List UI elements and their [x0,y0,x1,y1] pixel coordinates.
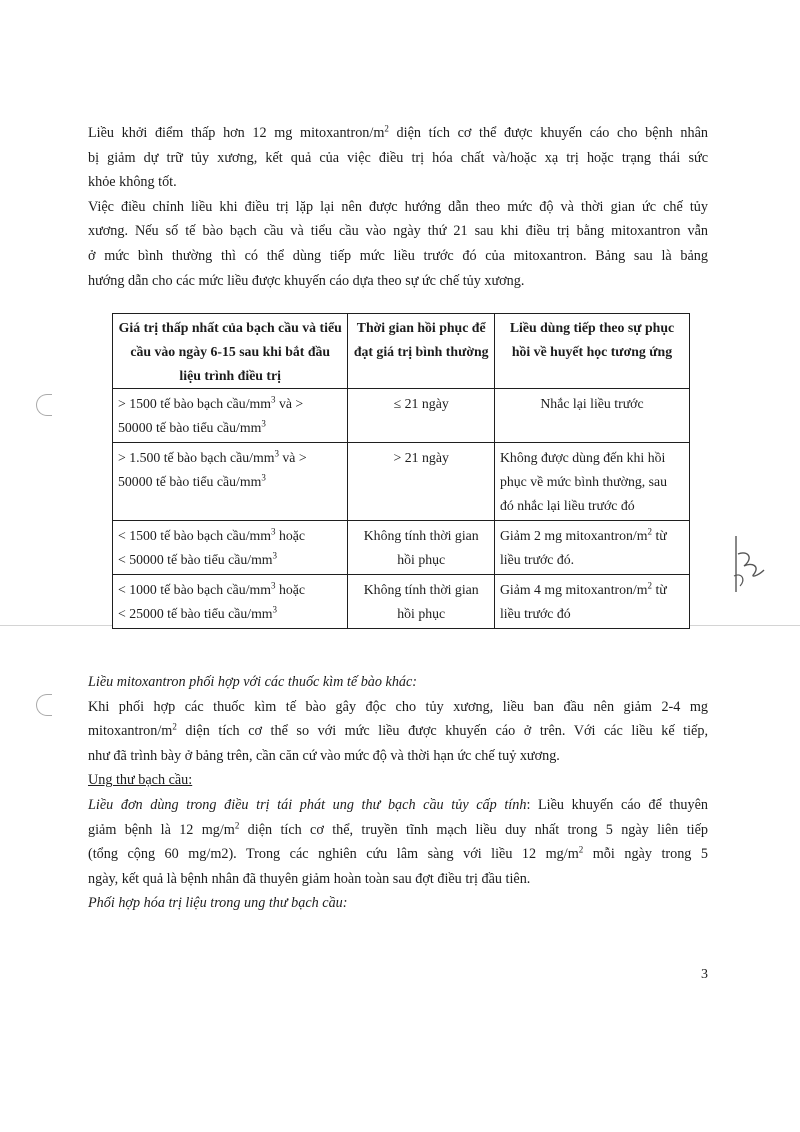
table-row [113,389,690,443]
table-cell: > 21 ngày [348,443,495,521]
section-heading: Phối hợp hóa trị liệu trong ung thư bạch cầu: [88,895,348,912]
paragraph-line: như đã trình bày ở bảng trên, cần căn cứ vào mức độ và thời hạn ức chế tuỷ xương. [88,747,560,764]
table-cell: < 1000 tế bào bạch cầu/$mm^3$ hoặc < 25000 tế bào tiểu cầu/$mm^3$ [113,575,348,629]
punch-hole-mark [36,394,52,416]
table-row [113,575,690,629]
page-number: 3 [701,967,708,982]
paragraph-line: Khi phối hợp các thuốc kìm tế bào gây độc cho tủy xương, liều ban đầu nên giảm 2-4 mg [88,698,708,715]
paragraph-line: khỏe không tốt. [88,174,177,191]
paragraph-line: bị giảm dự trữ tủy xương, kết quả của việc điều trị hóa chất và/hoặc xạ trị hoặc trạng thái sức [88,149,708,166]
table-cell: Nhắc lại liều trước [494,389,689,443]
intro-section [88,121,708,293]
table-cell: > 1.500 tế bào bạch cầu/$mm^3$ và > 50000 tế bào tiểu cầu/$mm^3$ [113,443,348,521]
section-heading: Liều mitoxantron phối hợp với các thuốc kìm tế bào khác: [88,674,418,690]
table-cell: Giảm 2 mg mitoxantron/$m^2$ từ liều trước đó. [494,521,689,575]
table-cell: ≤ 21 ngày [348,389,495,443]
paragraph-line: mitoxantron/$m^2$ diện tích cơ thể so với mức liều được khuyến cáo ở trên. Với các liều kế tiếp, [88,721,708,740]
table-cell: > 1500 tế bào bạch cầu/$mm^3$ và > 50000 tế bào tiểu cầu/$mm^3$ [113,389,348,443]
paragraph-line: Liều đơn dùng trong điều trị tái phát ung thư bạch cầu tủy cấp tính: Liều khuyến cáo để thuyên [88,796,708,813]
table-header-cell: Giá trị thấp nhất của bạch cầu và tiểu cầu vào ngày 6-15 sau khi bắt đầu liệu trình điều trị [113,314,348,389]
paragraph-line: (tổng cộng 60 mg/m2). Trong các nghiên cứu lâm sàng với liều 12 $mg/m^2$ mỗi ngày trong 5 [88,844,708,863]
table-header-cell: Liều dùng tiếp theo sự phục hồi về huyết học tương ứng [494,314,689,389]
dose-adjustment-table [112,313,690,629]
paragraph-line: hướng dẫn cho các mức liều được khuyến cáo dựa theo sự ức chế tủy xương. [88,272,525,289]
table-cell: Giảm 4 mg mitoxantron/$m^2$ từ liều trước đó [494,575,689,629]
scan-artifact-line [690,625,800,626]
table-cell: Không được dùng đến khi hồi phục về mức bình thường, sau đó nhắc lại liều trước đó [494,443,689,521]
section-heading: Ung thư bạch cầu: [88,772,193,789]
table-row [113,443,690,521]
table-cell: Không tính thời gian hồi phục [348,521,495,575]
scan-artifact-line [0,625,112,626]
table-header-cell: Thời gian hồi phục để đạt giá trị bình thường [348,314,495,389]
table-header-row [113,314,690,389]
paragraph-line: ngày, kết quả là bệnh nhân đã thuyên giảm hoàn toàn sau đợt điều trị đầu tiên. [88,870,531,887]
paragraph-line: giảm bệnh là 12 $mg/m^2$ diện tích cơ thể, truyền tĩnh mạch liều duy nhất trong 5 ngày liên tiếp [88,819,708,838]
table-cell: Không tính thời gian hồi phục [348,575,495,629]
paragraph-line: Việc điều chỉnh liều khi điều trị lặp lại nên được hướng dẫn theo mức độ và thời gian ức chế tủy [88,198,708,215]
table-row [113,521,690,575]
paragraph-line: xương. Nếu số tế bào bạch cầu và tiểu cầu vào ngày thứ 21 sau khi điều trị bằng mitoxantron vẫn [88,223,708,240]
handwritten-margin-mark [728,532,768,596]
table-cell: < 1500 tế bào bạch cầu/$mm^3$ hoặc < 50000 tế bào tiểu cầu/$mm^3$ [113,521,348,575]
combination-section [88,670,708,916]
paragraph-line: ở mức bình thường thì có thể dùng tiếp mức liều trước đó của mitoxantron. Bảng sau là bảng [88,247,708,264]
paragraph-line: Liều khởi điểm thấp hơn 12 mg mitoxantron/$m^2$ diện tích cơ thể được khuyến cáo cho bệnh nhân [88,123,709,141]
punch-hole-mark [36,694,52,716]
